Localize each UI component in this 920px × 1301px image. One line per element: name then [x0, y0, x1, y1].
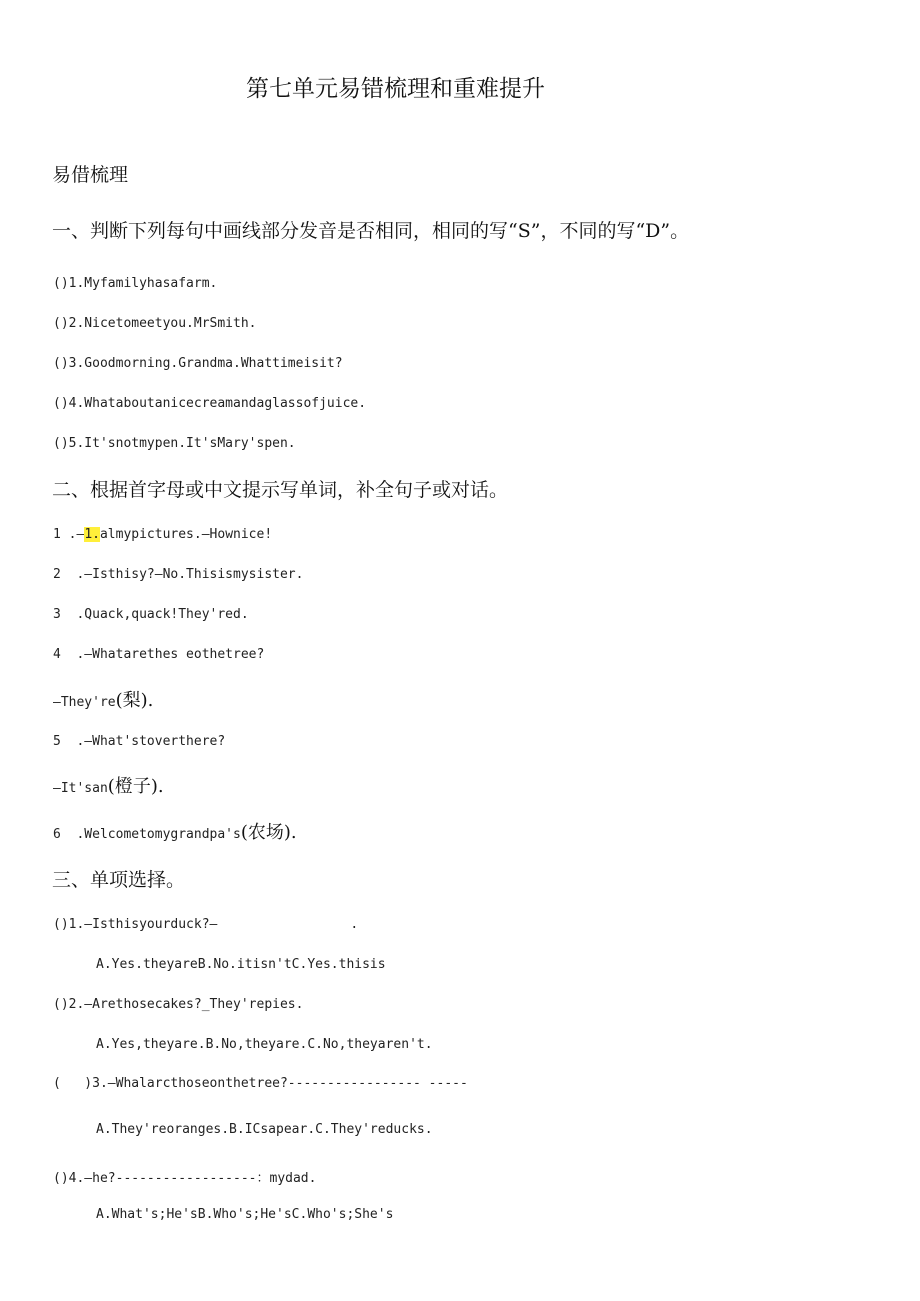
- page-title: 第七单元易错梳理和重难提升: [246, 76, 545, 102]
- q5-answer-cn: (橙子).: [107, 776, 164, 797]
- q3-text: 3.—Whalarcthoseonthetree?----------------- -----: [92, 1076, 468, 1091]
- section2-q6: [53, 818, 297, 844]
- section2-heading: 二、根据首字母或中文提示写单词，补全句子或对话。: [52, 479, 509, 501]
- section1-item-3: ()3.Goodmorning.Grandma.Whattimeisit?: [53, 356, 343, 371]
- section1-item-5: ()5.It'snotmypen.It'sMary'spen.: [53, 436, 296, 451]
- q4-answer-en: —They're: [53, 695, 116, 710]
- section3-heading: 三、单项选择。: [52, 869, 186, 891]
- section2-q4-answer: [53, 686, 153, 712]
- q5-answer-en: —It'san: [53, 781, 108, 796]
- section1-heading: 一、判断下列每句中画线部分发音是否相同，相同的写“S”，不同的写“D”。: [52, 220, 690, 242]
- q1-dash: —: [76, 527, 85, 542]
- section2-q5: 5 .—What'stoverthere?: [53, 734, 226, 749]
- section3-q1-options: A.Yes.theyareB.No.itisn'tC.Yes.thisis: [96, 957, 386, 972]
- section2-q5-answer: [53, 772, 164, 798]
- section2-q1: [53, 527, 272, 542]
- section3-q1: ()1.—Isthisyourduck?— .: [53, 917, 359, 932]
- section1-item-1: ()1.Myfamilyhasafarm.: [53, 276, 218, 291]
- q1-number: 1 .: [53, 527, 77, 542]
- q1-highlight: 1.: [84, 527, 100, 542]
- q6-en: 6 .Welcometomygrandpa's: [53, 827, 241, 842]
- section2-q3: 3 .Quack,quack!They'red.: [53, 607, 249, 622]
- q4-answer-cn: (梨).: [115, 690, 154, 711]
- section3-q2-options: A.Yes,theyare.B.No,theyare.C.No,theyaren't.: [96, 1037, 433, 1052]
- section3-q4: ()4.—he?------------------：mydad.: [53, 1171, 317, 1186]
- q3-paren: ( ): [53, 1076, 93, 1091]
- section1-item-4: ()4.Whataboutanicecreamandaglassofjuice.: [53, 396, 367, 411]
- section1-item-2: ()2.Nicetomeetyou.MrSmith.: [53, 316, 257, 331]
- section2-q2: 2 .—Isthisy?—No.Thisismysister.: [53, 567, 304, 582]
- q6-cn: (农场).: [240, 822, 297, 843]
- section3-q4-options: A.What's;He'sB.Who's;He'sC.Who's;She's: [96, 1207, 394, 1222]
- section3-q3-options: A.They'reoranges.B.ICsapear.C.They'reducks.: [96, 1122, 433, 1137]
- subtitle: 易借梳理: [52, 164, 129, 186]
- section3-q3: [53, 1076, 468, 1091]
- section3-q2: ()2.—Arethosecakes?_They'repies.: [53, 997, 304, 1012]
- q1-rest: almypictures.—Hownice!: [99, 527, 273, 542]
- section2-q4: 4 .—Whatarethes eothetree?: [53, 647, 265, 662]
